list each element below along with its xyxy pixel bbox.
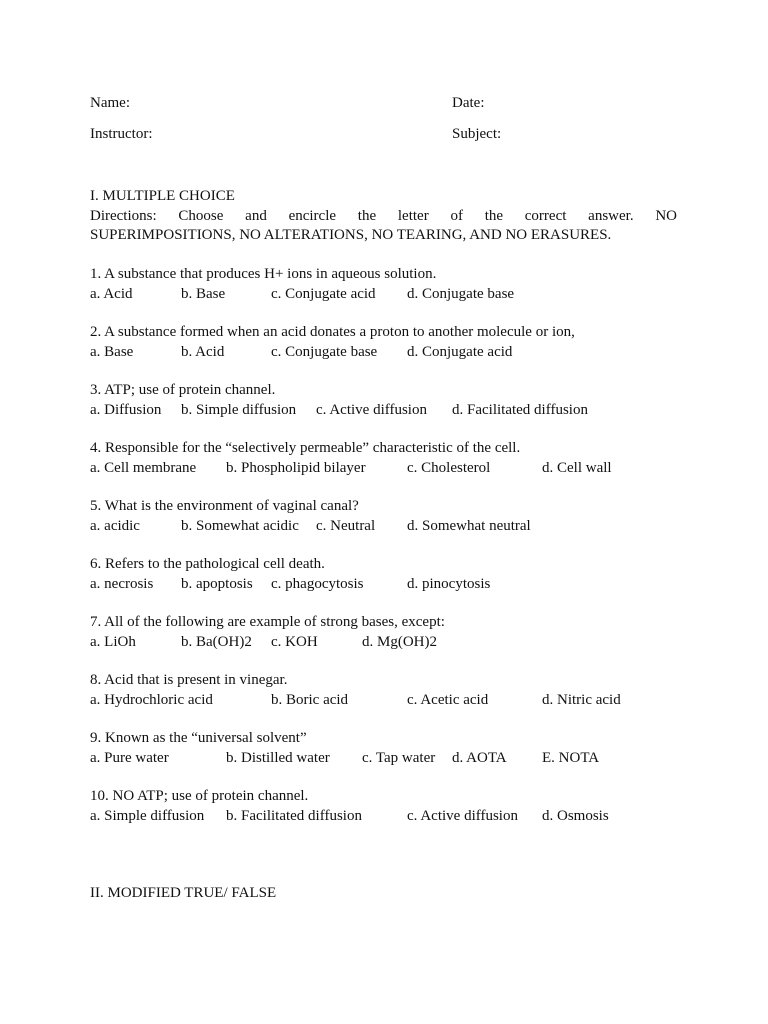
- subject-label: Subject:: [452, 126, 502, 142]
- q4-option-b[interactable]: b. Phospholipid bilayer: [226, 460, 366, 476]
- question-1: 1. A substance that produces H+ ions in aqueous solution.: [90, 266, 437, 282]
- q8-option-d[interactable]: d. Nitric acid: [542, 692, 621, 708]
- question-4: 4. Responsible for the “selectively permeable” characteristic of the cell.: [90, 440, 521, 456]
- q1-option-c[interactable]: c. Conjugate acid: [271, 286, 376, 302]
- name-label: Name:: [90, 95, 130, 111]
- q9-option-c[interactable]: c. Tap water: [362, 750, 436, 766]
- question-2: 2. A substance formed when an acid donates a proton to another molecule or ion,: [90, 324, 575, 340]
- q7-option-b[interactable]: b. Ba(OH)2: [181, 634, 252, 650]
- section-title-multiple-choice: I. MULTIPLE CHOICE: [90, 188, 235, 204]
- directions-line-1: Directions: Choose and encircle the letter of the correct answer. NO: [90, 208, 677, 224]
- q8-option-c[interactable]: c. Acetic acid: [407, 692, 489, 708]
- instructor-label: Instructor:: [90, 126, 153, 142]
- q7-option-d[interactable]: d. Mg(OH)2: [362, 634, 437, 650]
- q8-option-a[interactable]: a. Hydrochloric acid: [90, 692, 213, 708]
- q8-option-b[interactable]: b. Boric acid: [271, 692, 349, 708]
- q6-option-b[interactable]: b. apoptosis: [181, 576, 253, 592]
- q4-option-d[interactable]: d. Cell wall: [542, 460, 612, 476]
- section-title-modified-true-false: II. MODIFIED TRUE/ FALSE: [90, 885, 277, 901]
- question-6: 6. Refers to the pathological cell death.: [90, 556, 325, 572]
- q5-option-a[interactable]: a. acidic: [90, 518, 140, 534]
- q9-option-a[interactable]: a. Pure water: [90, 750, 169, 766]
- q10-option-d[interactable]: d. Osmosis: [542, 808, 609, 824]
- q2-option-d[interactable]: d. Conjugate acid: [407, 344, 513, 360]
- q4-option-c[interactable]: c. Cholesterol: [407, 460, 491, 476]
- q7-option-c[interactable]: c. KOH: [271, 634, 318, 650]
- q1-option-a[interactable]: a. Acid: [90, 286, 133, 302]
- q9-option-e[interactable]: E. NOTA: [542, 750, 600, 766]
- q9-option-d[interactable]: d. AOTA: [452, 750, 507, 766]
- q2-option-c[interactable]: c. Conjugate base: [271, 344, 378, 360]
- q1-option-d[interactable]: d. Conjugate base: [407, 286, 515, 302]
- q2-option-b[interactable]: b. Acid: [181, 344, 225, 360]
- q1-option-b[interactable]: b. Base: [181, 286, 226, 302]
- question-5: 5. What is the environment of vaginal canal?: [90, 498, 359, 514]
- q6-option-c[interactable]: c. phagocytosis: [271, 576, 364, 592]
- q7-option-a[interactable]: a. LiOh: [90, 634, 136, 650]
- q4-option-a[interactable]: a. Cell membrane: [90, 460, 197, 476]
- question-10: 10. NO ATP; use of protein channel.: [90, 788, 309, 804]
- q10-option-b[interactable]: b. Facilitated diffusion: [226, 808, 362, 824]
- q5-option-b[interactable]: b. Somewhat acidic: [181, 518, 299, 534]
- q5-option-d[interactable]: d. Somewhat neutral: [407, 518, 531, 534]
- q3-option-c[interactable]: c. Active diffusion: [316, 402, 427, 418]
- question-9: 9. Known as the “universal solvent”: [90, 730, 307, 746]
- question-8: 8. Acid that is present in vinegar.: [90, 672, 288, 688]
- q10-option-a[interactable]: a. Simple diffusion: [90, 808, 205, 824]
- question-3: 3. ATP; use of protein channel.: [90, 382, 276, 398]
- q6-option-d[interactable]: d. pinocytosis: [407, 576, 491, 592]
- q5-option-c[interactable]: c. Neutral: [316, 518, 376, 534]
- directions-line-2: SUPERIMPOSITIONS, NO ALTERATIONS, NO TEARING, AND NO ERASURES.: [90, 227, 612, 243]
- date-label: Date:: [452, 95, 485, 111]
- q2-option-a[interactable]: a. Base: [90, 344, 134, 360]
- q3-option-a[interactable]: a. Diffusion: [90, 402, 162, 418]
- question-7: 7. All of the following are example of strong bases, except:: [90, 614, 445, 630]
- q6-option-a[interactable]: a. necrosis: [90, 576, 154, 592]
- q10-option-c[interactable]: c. Active diffusion: [407, 808, 518, 824]
- q3-option-d[interactable]: d. Facilitated diffusion: [452, 402, 588, 418]
- q9-option-b[interactable]: b. Distilled water: [226, 750, 330, 766]
- q3-option-b[interactable]: b. Simple diffusion: [181, 402, 297, 418]
